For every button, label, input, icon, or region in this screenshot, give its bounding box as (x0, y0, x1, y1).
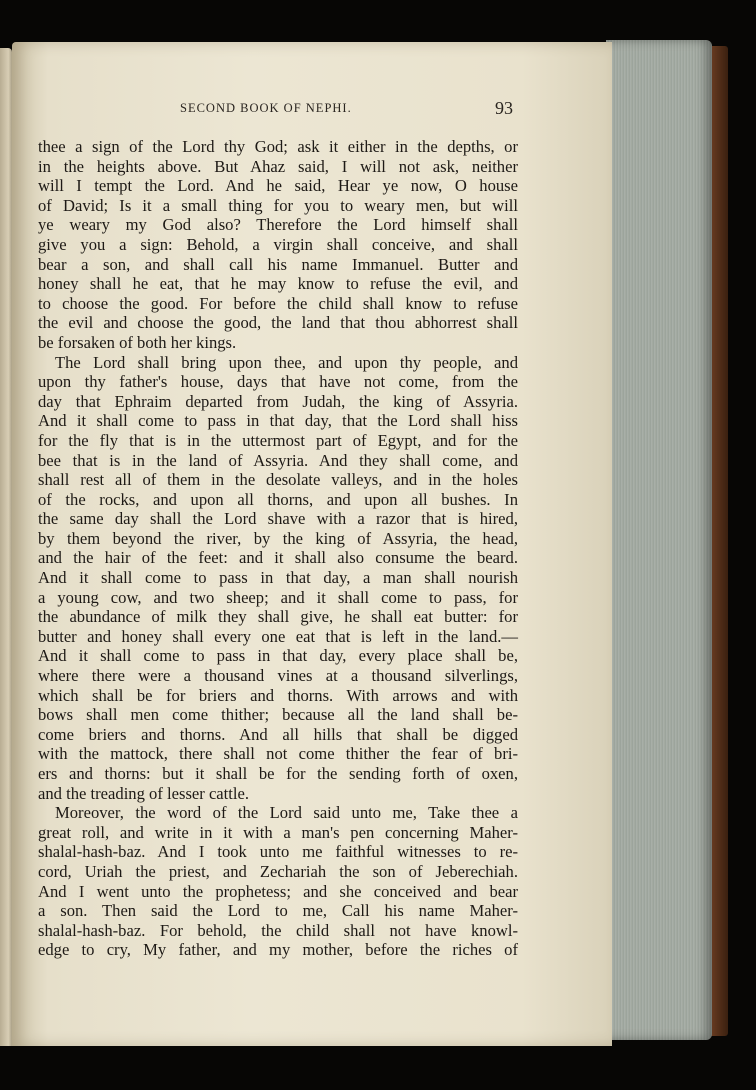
text-line: where there were a thousand vines at a thousand silverlings, (38, 666, 518, 686)
text-line: be forsaken of both her kings. (38, 332, 237, 352)
text-line: a son. Then said the Lord to me, Call his name Maher- (38, 901, 518, 921)
text-line: day that Ephraim departed from Judah, the king of Assyria. (38, 391, 518, 411)
page-number: 93 (495, 98, 513, 118)
text-line: Moreover, the word of the Lord said unto me, Take thee a (55, 803, 518, 823)
facing-page-edge (0, 48, 12, 1046)
text-line: bee that is in the land of Assyria. And they shall come, and (38, 450, 518, 470)
text-line: of the rocks, and upon all thorns, and upon all bushes. In (38, 489, 518, 509)
text-line: which shall be for briers and thorns. With arrows and with (38, 685, 518, 705)
text-line: of David; Is it a small thing for you to weary men, but will (38, 195, 518, 215)
text-line: the same day shall the Lord shave with a razor that is hired, (38, 509, 518, 529)
text-line: in the heights above. But Ahaz said, I will not ask, neither (38, 156, 518, 176)
text-line: ye weary my God also? Therefore the Lord himself shall (38, 215, 518, 235)
text-line: come briers and thorns. And all hills that shall be digged (38, 724, 518, 744)
text-line: the abundance of milk they shall give, he shall eat butter: for (38, 607, 518, 627)
text-line: the evil and choose the good, the land that thou abhorrest shall (38, 313, 518, 333)
text-line: upon thy father's house, days that have not come, from the (38, 372, 518, 392)
text-line: cord, Uriah the priest, and Zechariah the son of Jeberechiah. (38, 861, 518, 881)
text-line: thee a sign of the Lord thy God; ask it either in the depths, or (38, 137, 518, 156)
body-text (38, 137, 518, 960)
text-line: shalal-hash-baz. And I took unto me faithful witnesses to re- (38, 842, 518, 862)
text-line: bows shall men come thither; because all the land shall be- (38, 705, 518, 725)
text-line: honey shall he eat, that he may know to refuse the evil, and (38, 274, 518, 294)
text-line: with the mattock, there shall not come thither the fear of bri- (38, 744, 518, 764)
text-line: shalal-hash-baz. For behold, the child shall not have knowl- (38, 920, 518, 940)
text-line: a young cow, and two sheep; and it shall come to pass, for (38, 587, 518, 607)
text-line: by them beyond the river, by the king of Assyria, the head, (38, 528, 518, 548)
text-line: The Lord shall bring upon thee, and upon thy people, and (55, 352, 518, 372)
text-line: give you a sign: Behold, a virgin shall conceive, and shall (38, 234, 518, 254)
running-head: SECOND BOOK OF NEPHI. (180, 101, 352, 115)
text-line: And I went unto the prophetess; and she conceived and bear (38, 881, 518, 901)
text-line: and the treading of lesser cattle. (38, 783, 250, 803)
text-line: ers and thorns: but it shall be for the sending forth of oxen, (38, 764, 518, 783)
text-line: will I tempt the Lord. And he said, Hear ye now, O house (38, 176, 518, 196)
text-line: for the fly that is in the uttermost part of Egypt, and for the (38, 430, 518, 450)
text-line: to choose the good. For before the child shall know to refuse (38, 293, 518, 313)
text-line: shall rest all of them in the desolate valleys, and in the holes (38, 470, 518, 490)
text-line: butter and honey shall every one eat that is left in the land.— (38, 626, 518, 646)
page-block-edges (606, 40, 712, 1040)
text-line: And it shall come to pass in that day, a man shall nourish (38, 568, 518, 588)
text-line: and the hair of the feet: and it shall also consume the beard. (38, 548, 518, 568)
text-line: great roll, and write in it with a man's pen concerning Maher- (38, 822, 518, 842)
text-line: edge to cry, My father, and my mother, before the riches of (38, 940, 518, 960)
text-line: And it shall come to pass in that day, that the Lord shall hiss (38, 411, 518, 431)
text-line: bear a son, and shall call his name Immanuel. Butter and (38, 254, 518, 274)
text-line: And it shall come to pass in that day, every place shall be, (38, 646, 518, 666)
